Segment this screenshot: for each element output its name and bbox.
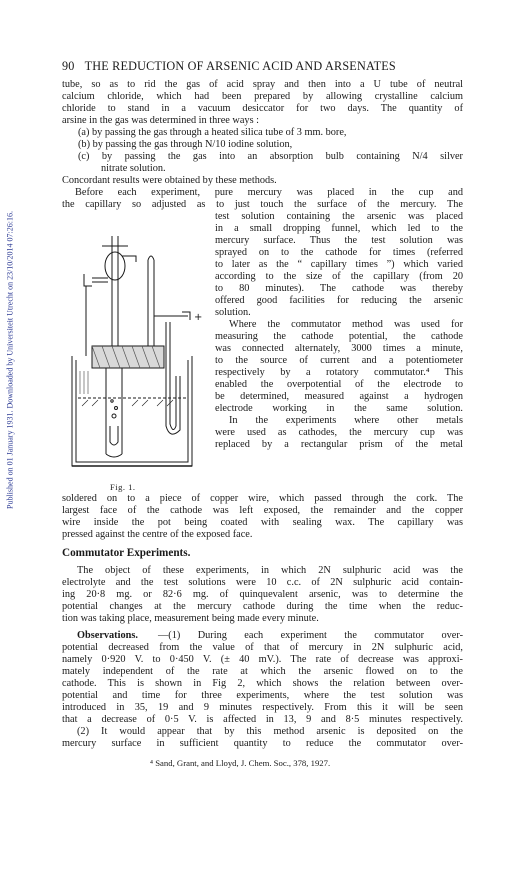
text-line: potential and time for three experiments, where the test solution was [62,690,463,701]
text-line: namely 0·920 V. to 0·450 V. (± 40 mV.). The rate of decrease was approxi- [62,654,463,665]
text-line: wire inside the pot being coated with sealing wax. The capillary was [62,517,463,528]
text-line: solution. [215,307,251,318]
list-item: (c) by passing the gas into an absorption bulb containing N/4 silver [78,151,463,162]
section-heading: Commutator Experiments. [62,547,191,559]
download-notice [3,150,17,570]
observations-heading [77,630,138,642]
text-line: according to the size of the capillary (from 20 [215,271,463,282]
text-line: calcium chloride, which had been prepared by allowing crystalline calcium [62,91,463,102]
text-line: introduced in 35, 19 and 9 minutes respectively. From this it will be seen [62,702,463,713]
text-line: to later as the “ capillary times ”) which varied [215,259,463,270]
text-line: arsine in the gas was determined in three ways : [62,115,260,126]
text-line: enabled the overpotential of the electrode to [215,379,463,390]
text-line: Before each experiment, pure mercury was placed in the cup and [75,187,463,198]
text-line: test solution containing the arsenic was placed [215,211,463,222]
list-item: (a) by passing the gas through a heated silica tube of 3 mm. bore, [78,127,347,138]
text-line: chloride to stand in a vacuum desiccator for two days. The quantity of [62,103,463,114]
text-line: sprayed on to the cathode for times (referred [215,247,463,258]
text-line: electrode working in the same solution. [215,403,463,414]
figure-caption: Fig. 1. [110,482,136,492]
observations-label: Observations. [77,630,138,641]
text-line: largest face of the cathode was left exposed, the remainder and the copper [62,505,463,516]
text-line: Where the commutator method was used for [229,319,463,330]
text-line: respectively by a rotatory commutator.⁴ This [215,367,463,378]
text-line: —(1) During each experiment the commutator over- [158,630,463,641]
text-line: in a small dropping funnel, which led to the [215,223,463,234]
footnote: ⁴ Sand, Grant, and Lloyd, J. Chem. Soc., 378, 1927. [150,758,331,768]
text-line: offered good facilities for reducing the arsenic [215,295,463,306]
text-line: replaced by a rectangular prism of the metal [215,439,463,450]
download-notice-text: Published on 01 January 1931. Downloaded by Universiteit Utrecht on 23/10/2014 07:26:16. [5,211,15,509]
text-line: be determined, measured against a hydrogen [215,391,463,402]
text-line: the capillary so adjusted as to just touch the surface of the mercury. The [62,199,463,210]
text-line: mercury surface. Thus the test solution was [215,235,463,246]
list-item: (b) by passing the gas through N/10 iodine solution, [78,139,293,150]
text-line: Concordant results were obtained by these methods. [62,175,277,186]
text-line: potential changes at the mercury cathode during the time when the reduc- [62,601,463,612]
running-title: THE REDUCTION OF ARSENIC ACID AND ARSENATES [84,59,396,73]
text-line: were used as cathodes, the mercury cup was [215,427,463,438]
text-line: tube, so as to rid the gas of acid spray and then into a U tube of neutral [62,79,463,90]
text-line: In the experiments where other metals [229,415,463,426]
text-line: was connected alternately, 3000 times a minute, [215,343,463,354]
text-line: electrolyte and the test solutions were 10 c.c. of 2N sulphuric acid contain- [62,577,463,588]
text-line: cathode. This is shown in Fig 2, which shows the relation between over- [62,678,463,689]
text-line: pressed against the centre of the exposed face. [62,529,253,540]
text-line: soldered on to a piece of copper wire, which passed through the cork. The [62,493,463,504]
text-line: The object of these experiments, in which 2N sulphuric acid was the [77,565,463,576]
apparatus-figure [62,226,212,478]
text-line: ing 20·8 mg. or 82·6 mg. of quinquevalent arsenic, was to determine the [62,589,463,600]
text-line: to the source of current and a potentiometer [215,355,463,366]
text-line: potential decreased from the value of that of mercury in 2N sulphuric acid, [62,642,463,653]
svg-text:+: + [194,312,203,323]
text-line: that a decrease of 0·5 V. is affected in 13, 9 and 8·5 minutes respectively. [62,714,463,725]
text-line: mately independent of the rate at which the arsenic flowed on to the [62,666,463,677]
text-line: measuring the cathode potential, the cathode [215,331,463,342]
running-header [62,59,462,74]
text-line: (2) It would appear that by this method arsenic is deposited on the [77,726,463,737]
text-line: nitrate solution. [101,163,166,174]
text-line: to 80 minutes). The cathode was thereby [215,283,463,294]
text-line: tion was taking place, measurement being made every minute. [62,613,319,624]
text-line: mercury surface in sufficient quantity to reduce the commutator over- [62,738,463,749]
page-number: 90 [62,59,75,73]
